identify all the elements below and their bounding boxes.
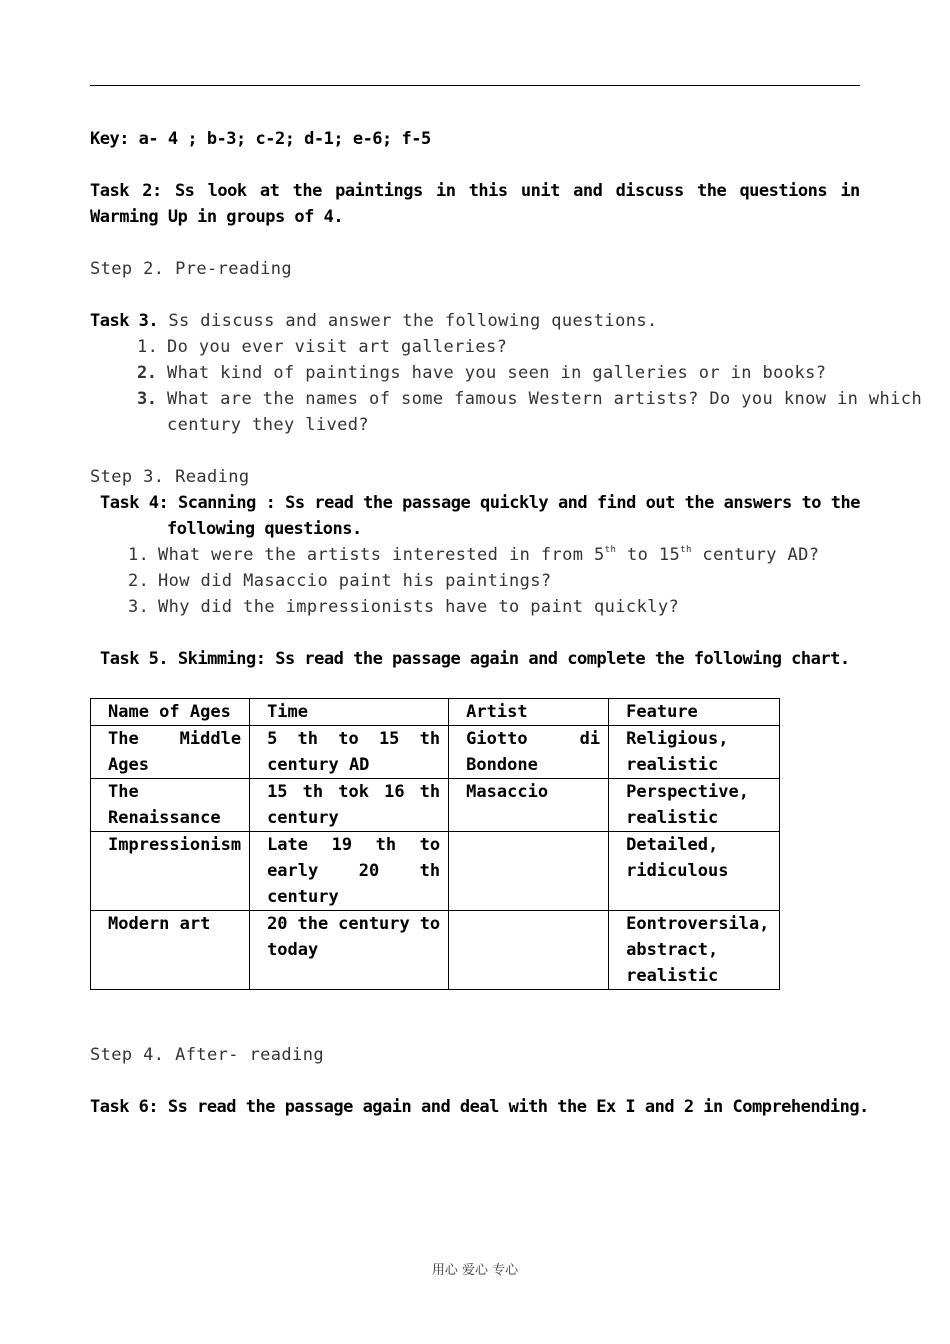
cell-feature: Perspective, realistic	[609, 779, 780, 832]
header-rule	[90, 85, 860, 86]
header-feature: Feature	[609, 699, 780, 726]
step3-heading: Step 3. Reading	[90, 467, 250, 487]
cell-feature: Religious, realistic	[609, 726, 780, 779]
cell-artist	[449, 832, 609, 911]
cell-time: Late 19 th to early 20 th century	[250, 832, 449, 911]
cell-time: 20 the century to today	[250, 911, 449, 990]
cell-feature: Eontroversila, abstract, realistic	[609, 911, 780, 990]
task3-question-3: 3. What are the names of some famous Western artists? Do you know in which	[137, 389, 923, 409]
cell-age: The Renaissance	[91, 779, 250, 832]
cell-feature: Detailed, ridiculous	[609, 832, 780, 911]
task4-question-2: 2. How did Masaccio paint his paintings?	[128, 571, 552, 591]
chart-row-modern-art	[91, 911, 780, 990]
page-footer: 用心 爱心 专心	[431, 1263, 519, 1278]
cell-age: Impressionism	[91, 832, 250, 911]
cell-age: The Middle Ages	[91, 726, 250, 779]
cell-artist	[449, 911, 609, 990]
header-name-of-ages: Name of Ages	[91, 699, 250, 726]
task3-question-2: 2. What kind of paintings have you seen in galleries or in books?	[137, 363, 827, 383]
step4-heading: Step 4. After- reading	[90, 1045, 324, 1065]
task4-line1: Task 4: Scanning : Ss read the passage quickly and find out the answers to the	[100, 493, 860, 513]
answer-key: Key: a- 4 ; b-3; c-2; d-1; e-6; f-5	[90, 129, 431, 149]
task4-question-3: 3. Why did the impressionists have to paint quickly?	[128, 597, 680, 617]
cell-time: 15 th tok 16 th century	[250, 779, 449, 832]
cell-artist: Masaccio	[449, 779, 609, 832]
task4-line2: following questions.	[167, 519, 362, 539]
task4-question-1: 1. What were the artists interested in from 5th to 15th century AD?	[128, 545, 820, 565]
task3-question-3-cont: century they lived?	[167, 415, 370, 435]
cell-time: 5 th to 15 th century AD	[250, 726, 449, 779]
cell-age: Modern art	[91, 911, 250, 990]
chart-header-row	[91, 699, 780, 726]
chart-row-impressionism	[91, 832, 780, 911]
art-history-chart	[90, 698, 780, 990]
step2-heading: Step 2. Pre-reading	[90, 259, 293, 279]
chart-row-renaissance	[91, 779, 780, 832]
task3-intro: Task 3. Ss discuss and answer the following questions.	[90, 311, 658, 331]
task2-line2: Warming Up in groups of 4.	[90, 207, 344, 227]
task3-question-1: 1. Do you ever visit art galleries?	[137, 337, 508, 357]
header-time: Time	[250, 699, 449, 726]
task6-instruction: Task 6: Ss read the passage again and deal with the Ex I and 2 in Comprehending.	[90, 1097, 869, 1117]
header-artist: Artist	[449, 699, 609, 726]
cell-artist: Giotto di Bondone	[449, 726, 609, 779]
task5-instruction: Task 5. Skimming: Ss read the passage again and complete the following chart.	[100, 649, 850, 669]
chart-row-middle-ages	[91, 726, 780, 779]
task2-line1: Task 2: Ss look at the paintings in this unit and discuss the questions in	[90, 181, 860, 201]
